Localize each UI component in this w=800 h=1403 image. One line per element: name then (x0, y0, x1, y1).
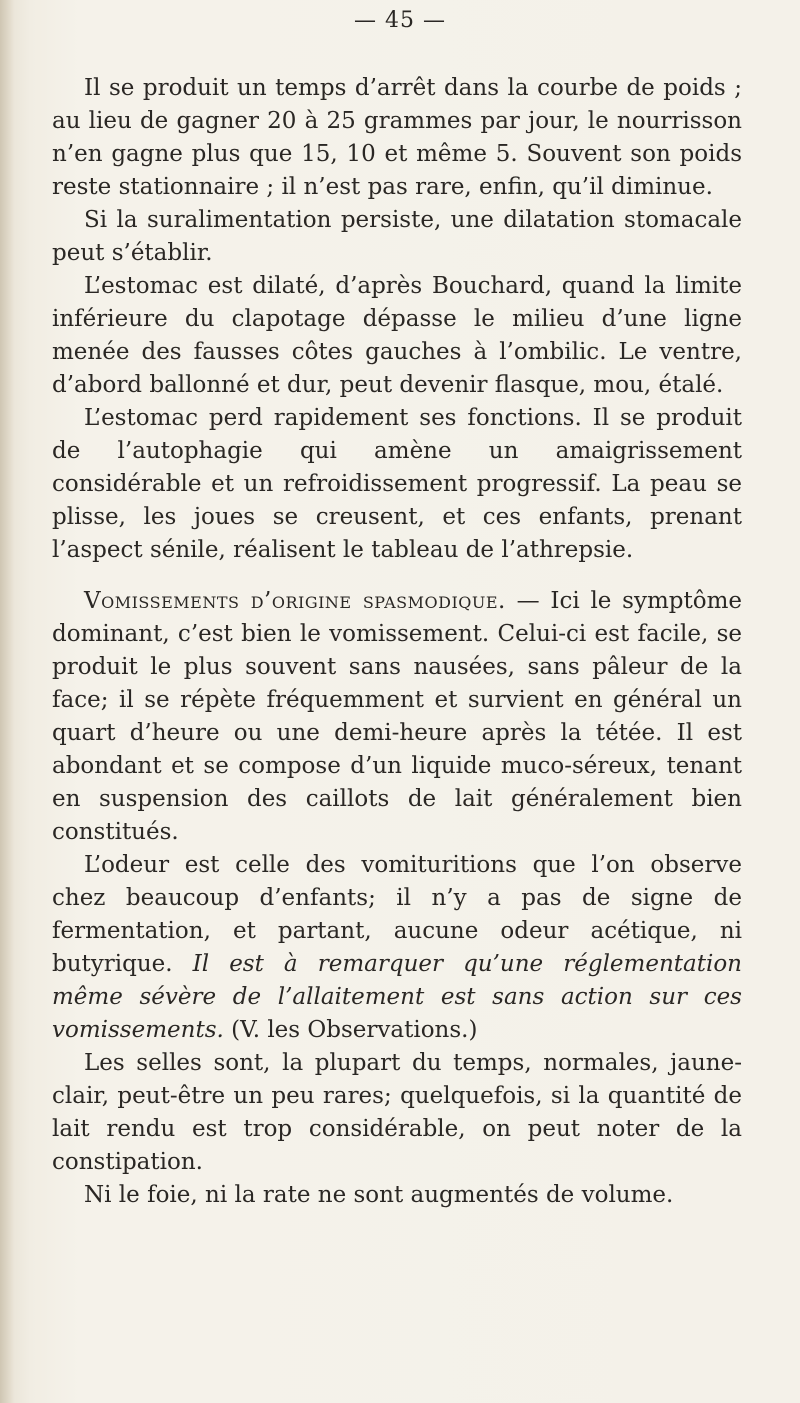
paragraph-3: L’estomac est dilaté, d’après Bouchard, quand la limite inférieure du clapotage dépasse le milieu d’une ligne menée des fausses côtes gauches à l’ombilic. Le ventre, d’abord ballonné et dur, peut devenir flasque, mou, étalé. (52, 273, 742, 398)
paragraph-6-tail: (V. les Observations.) (223, 1017, 478, 1043)
paragraph-6-text: L’odeur est celle des vomituritions que l’on observe chez beaucoup d’enfants; il n’y a pas de signe de fermentation, et partant, aucune odeur acétique, ni butyrique. (52, 852, 742, 977)
paragraph-6-italic: Il est à remarquer qu’une réglementation même sévère de l’allaitement est sans action sur ces vomissements. (52, 951, 742, 1043)
paragraph-4: L’estomac perd rapidement ses fonctions. Il se produit de l’autophagie qui amène un amaigrissement considérable et un refroidissement progressif. La peau se plisse, les joues se creusent, et ces enfants, prenant l’aspect sénile, réalisent le tableau de l’athrepsie. (52, 405, 742, 563)
paragraph-6 (52, 849, 742, 1047)
paragraph-1: Il se produit un temps d’arrêt dans la courbe de poids ; au lieu de gagner 20 à 25 grammes par jour, le nourrisson n’en gagne plus que 15, 10 et même 5. Souvent son poids reste stationnaire ; il n’est pas rare, enfin, qu’il diminue. (52, 75, 742, 200)
paragraph-8: Ni le foie, ni la rate ne sont augmentés de volume. (84, 1182, 674, 1208)
page-edge (0, 0, 14, 1403)
paragraph-2: Si la suralimentation persiste, une dilatation stomacale peut s’établir. (52, 207, 742, 266)
page-number: — 45 — (354, 8, 446, 33)
paragraph-7: Les selles sont, la plupart du temps, normales, jaune-clair, peut-être un peu rares; quelquefois, si la quantité de lait rendu est trop considérable, on peut noter de la constipation. (52, 1050, 742, 1175)
body-text (52, 72, 742, 1212)
paragraph-5-text: — Ici le symptôme dominant, c’est bien le vomissement. Celui-ci est facile, se produit le plus souvent sans nausées, sans pâleur de la face; il se répète fréquemment et survient en général un quart d’heure ou une demi-heure après la tétée. Il est abondant et se compose d’un liquide muco-séreux, tenant en suspension des caillots de lait généralement bien constitués. (52, 588, 742, 845)
paragraph-5 (52, 585, 742, 849)
section-heading: Vomissements d’origine spasmodique. (84, 588, 506, 614)
